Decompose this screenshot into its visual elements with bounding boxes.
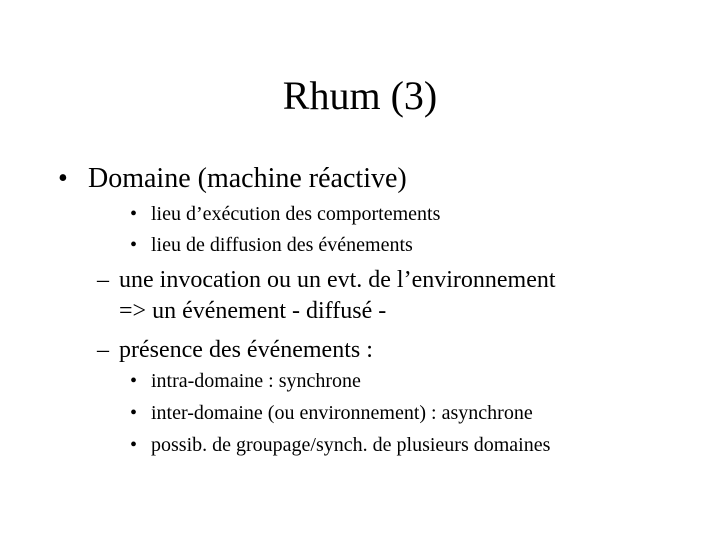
dash-item-invocation-line2: => un événement - diffusé - <box>119 298 387 324</box>
dash-item-invocation-line1: une invocation ou un evt. de l’environnement <box>119 267 556 293</box>
dash-icon: – <box>97 267 109 293</box>
bullet-icon: • <box>130 370 138 392</box>
sub-item-possib-groupage: possib. de groupage/synch. de plusieurs domaines <box>151 434 551 456</box>
bullet-icon: • <box>130 434 138 456</box>
bullet-icon: • <box>130 402 138 424</box>
sub-item-intra-domaine: intra-domaine : synchrone <box>151 370 361 392</box>
level1-item-domaine: Domaine (machine réactive) <box>88 163 407 194</box>
bullet-icon: • <box>130 203 138 225</box>
sub-item-lieu-diffusion: lieu de diffusion des événements <box>151 234 413 256</box>
bullet-icon: • <box>130 234 138 256</box>
dash-item-presence: présence des événements : <box>119 337 373 363</box>
sub-item-lieu-execution: lieu d’exécution des comportements <box>151 203 441 225</box>
bullet-icon: • <box>58 163 68 194</box>
sub-item-inter-domaine: inter-domaine (ou environnement) : asynchrone <box>151 402 533 424</box>
slide-title: Rhum (3) <box>282 73 438 118</box>
dash-icon: – <box>97 337 109 363</box>
